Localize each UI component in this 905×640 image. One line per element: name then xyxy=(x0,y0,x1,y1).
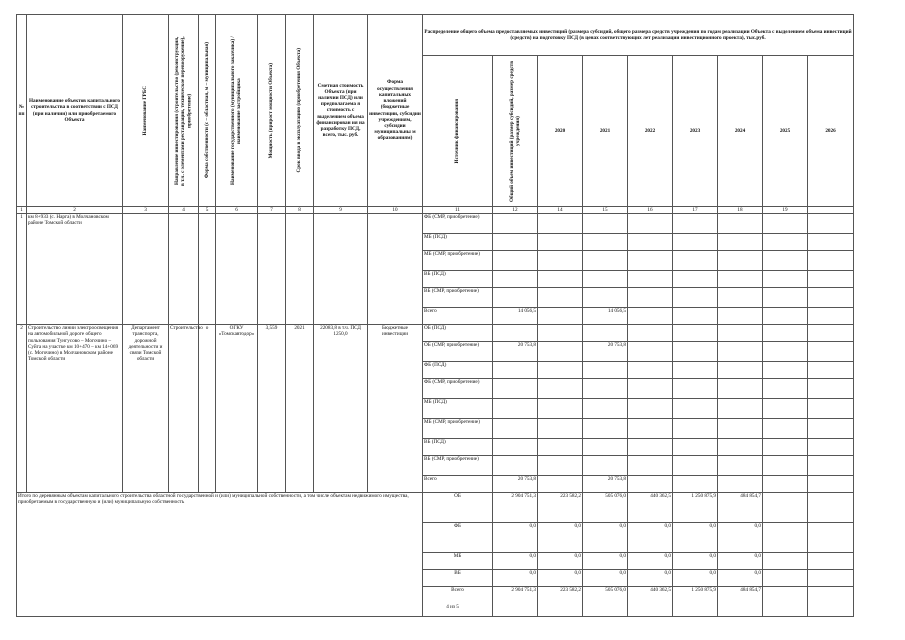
total-cell: 20 753,8 xyxy=(493,342,538,362)
total-cell: 0,0 xyxy=(493,523,538,553)
year-cell: 223 582,2 xyxy=(538,587,583,617)
year-cell xyxy=(583,251,628,271)
year-cell xyxy=(718,456,763,476)
row-number: 1 xyxy=(17,214,27,325)
col-number xyxy=(808,207,854,214)
year-cell xyxy=(538,439,583,456)
source-cell: МБ (СМР, приобретение) xyxy=(423,251,493,271)
total-cell: 20 753,8 xyxy=(493,476,538,493)
year-cell xyxy=(538,476,583,493)
total-cell xyxy=(493,399,538,419)
year-cell xyxy=(763,325,808,342)
year-cell xyxy=(763,570,808,587)
source-cell: МБ (ПСД) xyxy=(423,234,493,251)
year-cell: 484 854,7 xyxy=(718,587,763,617)
year-cell: 440 362,5 xyxy=(628,587,673,617)
year-cell: 440 362,5 xyxy=(628,493,673,523)
total-cell xyxy=(493,288,538,308)
year-cell xyxy=(538,308,583,325)
year-cell: 20 753,8 xyxy=(583,476,628,493)
table-row xyxy=(17,214,854,234)
year-cell: 0,0 xyxy=(583,523,628,553)
year-cell xyxy=(718,439,763,456)
year-cell xyxy=(673,439,718,456)
year-cell xyxy=(718,419,763,439)
header-form: Форма осуществления капитальных вложений (бюджетные инвестиции, субсидии учреждениям, субсидии муниципальны м образованиям) xyxy=(368,15,423,207)
total-cell xyxy=(493,214,538,234)
year-cell xyxy=(673,399,718,419)
year-cell: 484 854,7 xyxy=(718,493,763,523)
year-cell xyxy=(538,288,583,308)
header-grbs: Наименование ГРБС xyxy=(123,15,169,207)
year-cell: 0,0 xyxy=(538,523,583,553)
direction-cell xyxy=(169,214,199,325)
year-cell xyxy=(673,214,718,234)
form-cell: Бюджетные инвестиции xyxy=(368,325,423,493)
year-cell xyxy=(628,308,673,325)
total-cell xyxy=(493,362,538,379)
col-number: 4 xyxy=(169,207,199,214)
object-name: Строительство линии электроосвещения на автомобильной дороге общего пользования Тунгусово – Могочино – Суйга на участке км 10+470 – км 14+069 (с. Могочино) в Молчановском районе Томской области xyxy=(27,325,123,493)
source-cell: ВБ (ПСД) xyxy=(423,271,493,288)
year-cell xyxy=(763,251,808,271)
col-number: 14 xyxy=(538,207,583,214)
year-cell xyxy=(673,234,718,251)
year-cell xyxy=(628,419,673,439)
year-cell: 0,0 xyxy=(718,570,763,587)
year-cell: 0,0 xyxy=(628,523,673,553)
year-cell xyxy=(718,399,763,419)
col-number: 11 xyxy=(423,207,493,214)
col-number: 17 xyxy=(673,207,718,214)
year-cell xyxy=(808,325,854,342)
form-cell xyxy=(368,214,423,325)
year-cell xyxy=(808,308,854,325)
source-cell: ФБ (СМР, приобретение) xyxy=(423,379,493,399)
year-cell xyxy=(808,271,854,288)
year-cell: 20 753,8 xyxy=(583,342,628,362)
source-cell: МБ (ПСД) xyxy=(423,399,493,419)
source-cell: ФБ (СМР, приобретение) xyxy=(423,214,493,234)
totals-row xyxy=(17,493,854,523)
total-cell: 14 056,5 xyxy=(493,308,538,325)
year-cell: 0,0 xyxy=(583,553,628,570)
cost-cell xyxy=(314,214,368,325)
direction-cell: Строительство xyxy=(169,325,199,493)
object-name: км 8+933 (с. Нарга) в Молчановском районе Томской области xyxy=(27,214,123,325)
header-customer: Наименование государственного (муниципального заказчика) / наименование застройщика xyxy=(216,15,258,207)
customer-cell xyxy=(216,214,258,325)
year-cell xyxy=(808,379,854,399)
capacity-cell: 3,559 xyxy=(258,325,286,493)
year-cell xyxy=(673,362,718,379)
total-cell xyxy=(493,251,538,271)
source-cell: Всего xyxy=(423,587,493,617)
year-cell xyxy=(808,456,854,476)
year-cell xyxy=(583,419,628,439)
year-cell xyxy=(628,379,673,399)
year-cell xyxy=(538,456,583,476)
year-cell xyxy=(628,342,673,362)
year-cell xyxy=(583,214,628,234)
year-cell xyxy=(763,456,808,476)
year-cell xyxy=(583,439,628,456)
term-cell: 2021 xyxy=(286,325,314,493)
total-cell xyxy=(493,325,538,342)
year-cell xyxy=(673,342,718,362)
year-cell xyxy=(763,288,808,308)
year-cell xyxy=(673,251,718,271)
year-cell: 1 250 875,9 xyxy=(673,493,718,523)
year-cell xyxy=(718,271,763,288)
header-year-2026: 2026 xyxy=(808,56,854,207)
source-cell: Всего xyxy=(423,308,493,325)
total-cell xyxy=(493,271,538,288)
year-cell xyxy=(673,379,718,399)
header-year-2022: 2022 xyxy=(628,56,673,207)
year-cell xyxy=(673,308,718,325)
year-cell xyxy=(583,271,628,288)
col-number: 9 xyxy=(314,207,368,214)
year-cell xyxy=(808,399,854,419)
year-cell xyxy=(763,308,808,325)
term-cell xyxy=(286,214,314,325)
year-cell xyxy=(808,587,854,617)
total-cell: 0,0 xyxy=(493,570,538,587)
year-cell xyxy=(808,523,854,553)
col-number: 16 xyxy=(628,207,673,214)
year-cell xyxy=(808,251,854,271)
year-cell xyxy=(538,379,583,399)
year-cell: 223 582,2 xyxy=(538,493,583,523)
col-number: 12 xyxy=(493,207,538,214)
year-cell xyxy=(583,399,628,419)
year-cell xyxy=(673,419,718,439)
investment-table xyxy=(16,14,854,617)
year-cell xyxy=(763,439,808,456)
year-cell xyxy=(718,362,763,379)
grbs-cell xyxy=(123,214,169,325)
year-cell xyxy=(808,288,854,308)
year-cell xyxy=(763,271,808,288)
col-number: 2 xyxy=(27,207,123,214)
header-total: Общий объем инвестиций (размер субсидий, размер средств учреждения) xyxy=(493,56,538,207)
total-cell xyxy=(493,419,538,439)
year-cell xyxy=(628,399,673,419)
year-cell xyxy=(808,439,854,456)
year-cell xyxy=(628,476,673,493)
year-cell xyxy=(628,251,673,271)
year-cell xyxy=(718,342,763,362)
year-cell: 0,0 xyxy=(718,553,763,570)
year-cell xyxy=(628,325,673,342)
year-cell xyxy=(763,362,808,379)
year-cell: 0,0 xyxy=(583,570,628,587)
year-cell xyxy=(808,234,854,251)
year-cell xyxy=(808,570,854,587)
year-cell xyxy=(763,553,808,570)
year-cell xyxy=(538,251,583,271)
header-capacity: Мощность (прирост мощности Объекта) xyxy=(258,15,286,207)
source-cell: ВБ xyxy=(423,570,493,587)
year-cell: 0,0 xyxy=(673,523,718,553)
year-cell xyxy=(763,342,808,362)
year-cell xyxy=(718,234,763,251)
col-number: 8 xyxy=(286,207,314,214)
year-cell xyxy=(583,234,628,251)
year-cell xyxy=(673,288,718,308)
year-cell xyxy=(673,456,718,476)
source-cell: ФБ xyxy=(423,523,493,553)
year-cell: 505 076,0 xyxy=(583,587,628,617)
col-number: 15 xyxy=(583,207,628,214)
col-number: 6 xyxy=(216,207,258,214)
header-year-2024: 2024 xyxy=(718,56,763,207)
year-cell xyxy=(718,379,763,399)
col-number: 1 xyxy=(17,207,27,214)
header-direction: Направление инвестирования (строительство (реконструкция, в т.ч. с элементами реставрации, техническое перевооружение), приобретение) xyxy=(169,15,199,207)
year-cell xyxy=(538,214,583,234)
year-cell xyxy=(583,362,628,379)
col-number: 3 xyxy=(123,207,169,214)
source-cell: МБ xyxy=(423,553,493,570)
year-cell xyxy=(808,342,854,362)
total-cell xyxy=(493,456,538,476)
source-cell: ФБ (ПСД) xyxy=(423,362,493,379)
year-cell xyxy=(538,419,583,439)
year-cell: 0,0 xyxy=(628,570,673,587)
year-cell xyxy=(808,476,854,493)
year-cell: 0,0 xyxy=(538,570,583,587)
year-cell xyxy=(808,362,854,379)
grbs-cell: Департамент транспорта, дорожной деятельности и связи Томской области xyxy=(123,325,169,493)
year-cell xyxy=(673,325,718,342)
col-number: 5 xyxy=(199,207,216,214)
year-cell xyxy=(538,362,583,379)
year-cell xyxy=(763,379,808,399)
customer-cell: ОГКУ «Томскавтодор» xyxy=(216,325,258,493)
col-number: 19 xyxy=(763,207,808,214)
year-cell xyxy=(583,288,628,308)
year-cell xyxy=(763,214,808,234)
year-cell xyxy=(763,234,808,251)
header-term: Срок ввода в эксплуатацию (приобретения Объекта) xyxy=(286,15,314,207)
header-source: Источник финансирования xyxy=(423,56,493,207)
year-cell xyxy=(763,419,808,439)
year-cell xyxy=(628,456,673,476)
header-ownership: Форма собственности (с – областная, м – муниципальная) xyxy=(199,15,216,207)
page-number: 4 из 5 xyxy=(446,604,459,610)
source-cell: Всего xyxy=(423,476,493,493)
totals-label: Итого по деревянным объектам капитального строительства областной государственной и (или) муниципальной собственности, а том числе объектам недвижимого имущества, приобретаемым в государственную и (или) муниципальную собственность xyxy=(17,493,423,617)
year-cell xyxy=(538,234,583,251)
source-cell: ОБ xyxy=(423,493,493,523)
year-cell xyxy=(628,362,673,379)
year-cell xyxy=(763,523,808,553)
total-cell xyxy=(493,439,538,456)
year-cell: 1 250 875,9 xyxy=(673,587,718,617)
year-cell: 505 076,0 xyxy=(583,493,628,523)
year-cell: 0,0 xyxy=(673,553,718,570)
year-cell xyxy=(763,476,808,493)
source-cell: МБ (СМР, приобретение) xyxy=(423,419,493,439)
year-cell: 0,0 xyxy=(538,553,583,570)
total-cell xyxy=(493,234,538,251)
table-header xyxy=(17,15,854,207)
header-year-2025: 2025 xyxy=(763,56,808,207)
year-cell xyxy=(808,214,854,234)
year-cell xyxy=(628,288,673,308)
total-cell: 0,0 xyxy=(493,553,538,570)
year-cell xyxy=(718,308,763,325)
header-year-2020: 2020 xyxy=(538,56,583,207)
year-cell xyxy=(628,234,673,251)
header-distribution: Распределение общего объема предоставляемых инвестиций (размера субсидий, общего размера средств учреждения по годам реализации Объекта с выделением объема инвестиций (средств) на подготовку ПСД (в ценах соответствующих лет реализации инвестиционного проекта), тыс.руб. xyxy=(423,15,854,56)
year-cell xyxy=(583,456,628,476)
year-cell xyxy=(628,439,673,456)
year-cell xyxy=(718,325,763,342)
year-cell xyxy=(718,288,763,308)
source-cell: ВБ (СМР, приобретение) xyxy=(423,456,493,476)
year-cell: 0,0 xyxy=(718,523,763,553)
column-numbers-row xyxy=(17,207,854,214)
year-cell xyxy=(673,271,718,288)
row-number: 2 xyxy=(17,325,27,493)
year-cell xyxy=(538,325,583,342)
year-cell xyxy=(763,399,808,419)
year-cell: 14 056,5 xyxy=(583,308,628,325)
col-number: 7 xyxy=(258,207,286,214)
total-cell: 2 904 751,3 xyxy=(493,587,538,617)
year-cell: 0,0 xyxy=(628,553,673,570)
year-cell: 0,0 xyxy=(673,570,718,587)
year-cell xyxy=(808,553,854,570)
year-cell xyxy=(583,379,628,399)
year-cell xyxy=(673,476,718,493)
col-number: 18 xyxy=(718,207,763,214)
source-cell: ВБ (СМР, приобретение) xyxy=(423,288,493,308)
col-number: 10 xyxy=(368,207,423,214)
header-year-2021: 2021 xyxy=(583,56,628,207)
ownership-cell xyxy=(199,214,216,325)
year-cell xyxy=(538,342,583,362)
source-cell: ОБ (СМР, приобретение) xyxy=(423,342,493,362)
year-cell xyxy=(718,214,763,234)
year-cell xyxy=(538,271,583,288)
year-cell xyxy=(628,214,673,234)
ownership-cell: о xyxy=(199,325,216,493)
year-cell xyxy=(538,399,583,419)
header-cost: Сметная стоимость Объекта (при наличии ПСД) или предполагаема я стоимость с выделением объема финансирован ия на разработку ПСД, всего, тыс. руб. xyxy=(314,15,368,207)
year-cell xyxy=(628,271,673,288)
header-year-2023: 2023 xyxy=(673,56,718,207)
source-cell: ВБ (ПСД) xyxy=(423,439,493,456)
year-cell xyxy=(718,251,763,271)
table-row xyxy=(17,325,854,342)
header-object-name: Наименование объектов капитального строительства в соответствии с ПСД (при наличии) или приобретаемого Объекта xyxy=(27,15,123,207)
year-cell xyxy=(763,587,808,617)
year-cell xyxy=(808,493,854,523)
cost-cell: 22083,8 в т.ч. ПСД 1250,0 xyxy=(314,325,368,493)
total-cell: 2 904 751,3 xyxy=(493,493,538,523)
year-cell xyxy=(808,419,854,439)
year-cell xyxy=(763,493,808,523)
year-cell xyxy=(583,325,628,342)
total-cell xyxy=(493,379,538,399)
header-num: № пп xyxy=(17,15,27,207)
year-cell xyxy=(718,476,763,493)
source-cell: ОБ (ПСД) xyxy=(423,325,493,342)
capacity-cell xyxy=(258,214,286,325)
